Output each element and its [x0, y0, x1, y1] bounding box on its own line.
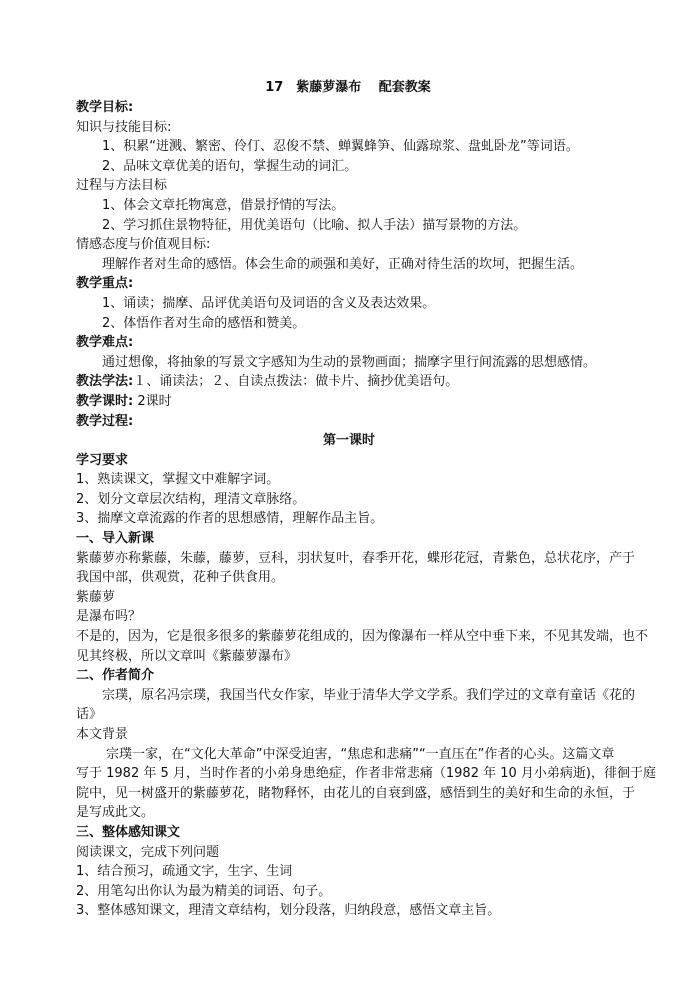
paragraph-line: 是瀑布吗？ — [76, 609, 142, 625]
paragraph-line: 是写成此文。 — [76, 805, 155, 821]
list-item: 3、揣摩文章流露的作者的思想感情，理解作品主旨。 — [76, 511, 384, 527]
paragraph-line: 紫藤萝 — [76, 589, 116, 605]
paragraph-line: 宗璞一家，在“文化大革命”中深受迫害，“焦虑和悲痛”“一直压在”作者的心头。这篇文章 — [106, 746, 615, 762]
subsection-heading: 情感态度与价值观目标: — [76, 237, 211, 253]
paragraph-line: 写于 1982 年 5 月，当时作者的小弟身患绝症，作者非常悲痛（1982 年 10 月小弟病逝)，徘徊于庭 — [76, 766, 656, 782]
list-item: 2、体悟作者对生命的感悟和赞美。 — [102, 315, 306, 331]
section-heading: 二、作者简介 — [76, 668, 155, 684]
paragraph-line: 阅读课文，完成下列问题 — [76, 844, 220, 860]
section-heading: 教学目标: — [76, 100, 134, 115]
section-heading: 教学难点: — [76, 335, 134, 351]
periods-text: 2课时 — [137, 393, 172, 409]
methods-text: １、诵读法；２、自读点拨法：做卡片、摘抄优美语句。 — [133, 374, 459, 390]
subsection-heading: 本文背景 — [76, 727, 129, 742]
paragraph-line: 理解作者对生命的感悟。体会生命的顽强和美好，正确对待生活的坎坷，把握生活。 — [102, 256, 584, 272]
list-item: 1、熟读课文，掌握文中难解字词。 — [76, 472, 280, 488]
paragraph-line: 紫藤萝亦称紫藤，朱藤，藤萝，豆科，羽状复叶，春季开花，蝶形花冠，青紫色，总状花序，产于 — [76, 550, 636, 566]
paragraph-line: 话》 — [76, 707, 103, 723]
paragraph-line: 我国中部，供观赏，花种子供食用。 — [76, 570, 285, 586]
section-heading: 三、整体感知课文 — [76, 824, 181, 840]
methods-label: 教法学法: — [76, 374, 134, 390]
list-item: 2、划分文章层次结构，理清文章脉络。 — [76, 491, 306, 507]
methods-line — [76, 372, 622, 392]
page-title: 17 紫藤萝瀑布 配套教案 — [265, 80, 431, 95]
list-item: 2、学习抓住景物特征，用优美语句（比喻、拟人手法）描写景物的方法。 — [102, 217, 527, 233]
paragraph-line: 宗璞，原名冯宗璞，我国当代女作家，毕业于清华大学文学系。我们学过的文章有童话《花的 — [102, 687, 636, 703]
paragraph-line: 见其终极，所以文章叫《紫藤萝瀑布》 — [76, 648, 298, 664]
list-item: 2、品味文章优美的语句，掌握生动的词汇。 — [102, 158, 358, 174]
section-heading: 教学重点: — [76, 276, 134, 292]
section-heading: 一、导入新课 — [76, 531, 155, 547]
paragraph-line: 通过想像，将抽象的写景文字感知为生动的景物画面；揣摩字里行间流露的思想感情。 — [102, 354, 597, 370]
document-body — [76, 98, 656, 921]
paragraph-line: 院中，见一树盛开的紫藤萝花，睹物释怀，由花儿的自衰到盛，感悟到生的美好和生命的永恒，于 — [76, 785, 636, 801]
periods-line — [76, 392, 622, 412]
list-item: 1、积累“迸溅、繁密、伶仃、忍俊不禁、蝉翼蜂笋、仙露琼浆、盘虬卧龙”等词语。 — [102, 139, 579, 155]
paragraph-line: 不是的，因为，它是很多很多的紫藤萝花组成的，因为像瀑布一样从空中垂下来，不见其发端，也不 — [76, 629, 649, 645]
list-item: 1、诵读；揣摩、品评优美语句及词语的含义及表达效果。 — [102, 295, 436, 311]
list-item: 3、整体感知课文，理清文章结构，划分段落，归纳段意，感悟文章主旨。 — [76, 903, 501, 919]
list-item: 1、结合预习，疏通文字，生字、生词 — [76, 864, 293, 880]
list-item: 1、体会文章托物寓意，借景抒情的写法。 — [102, 197, 345, 213]
lesson-heading: 第一课时 — [322, 433, 375, 449]
list-item: 2、用笔勾出你认为最为精美的词语、句子。 — [76, 883, 332, 899]
subsection-heading: 过程与方法目标 — [76, 178, 168, 194]
section-heading: 学习要求 — [76, 452, 129, 468]
section-heading: 教学过程: — [76, 413, 134, 429]
subsection-heading: 知识与技能目标: — [76, 119, 172, 135]
periods-label: 教学课时: — [76, 393, 134, 409]
